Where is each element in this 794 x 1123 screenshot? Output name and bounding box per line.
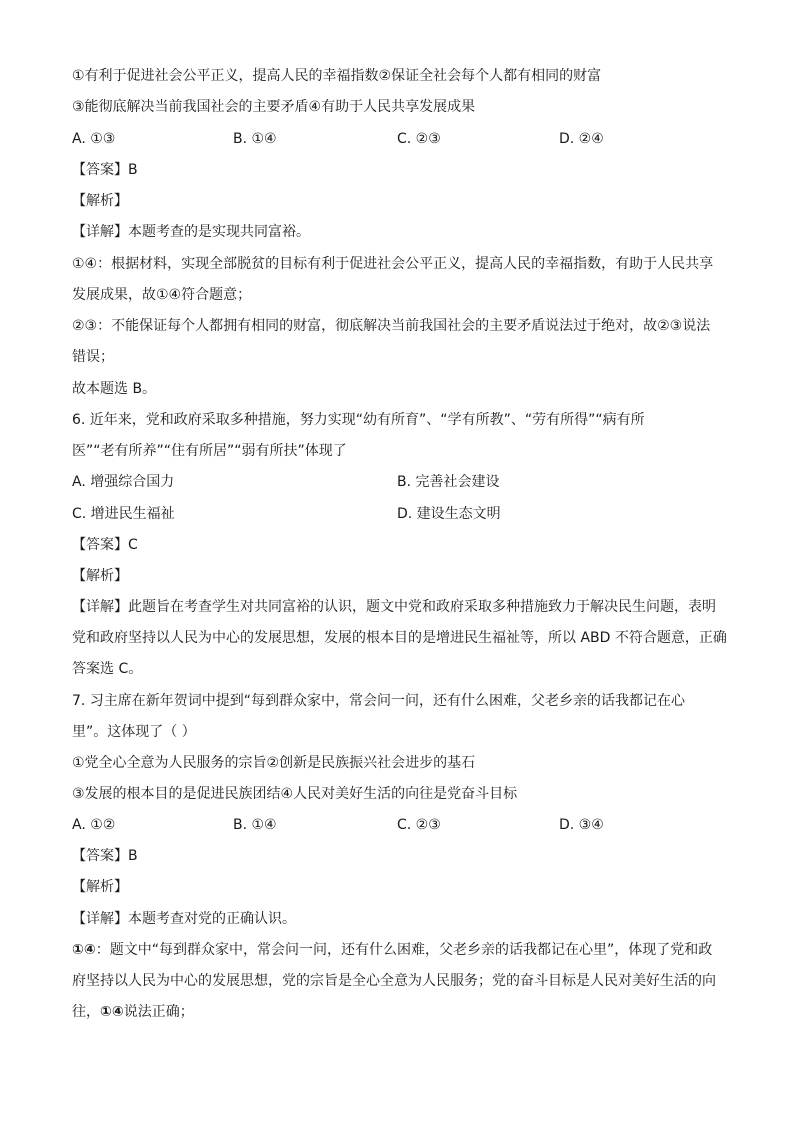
q5-answer: 【答案】B <box>72 162 138 178</box>
q5-conclusion: 故本题选 B。 <box>72 381 157 397</box>
q7-explanation-lead: ①④ <box>72 942 96 958</box>
q5-explanation-2a: ②③：不能保证每个人都拥有相同的财富，彻底解决当前我国社会的主要矛盾说法过于绝对，故②③说法 <box>72 318 711 334</box>
q6-detail-line-1: 【详解】此题旨在考查学生对共同富裕的认识，题文中党和政府采取多种措施致力于解决民生问题，表明 <box>72 599 716 615</box>
q5-statement-line-1: ①有利于促进社会公平正义，提高人民的幸福指数②保证全社会每个人都有相同的财富 <box>72 68 602 84</box>
q7-option-c: C. ②③ <box>397 817 441 833</box>
q6-option-d: D. 建设生态文明 <box>397 506 501 522</box>
q7-options <box>72 815 722 835</box>
q7-option-a: A. ①② <box>72 817 116 833</box>
q6-detail-line-3: 答案选 C。 <box>72 661 143 677</box>
q5-option-c: C. ②③ <box>397 131 441 147</box>
q5-detail: 【详解】本题考查的是实现共同富裕。 <box>72 224 310 240</box>
q6-stem-line-2: 医”“老有所养”“住有所居”“弱有所扶”体现了 <box>72 443 347 459</box>
q5-option-b: B. ①④ <box>233 131 277 147</box>
q5-option-d: D. ②④ <box>559 131 604 147</box>
q7-explanation-line-2: 府坚持以人民为中心的发展思想，党的宗旨是全心全意为人民服务；党的奋斗目标是人民对美好生活的向 <box>72 973 716 989</box>
q5-explanation-1b: 发展成果，故①④符合题意； <box>72 287 252 303</box>
q7-option-d: D. ③④ <box>559 817 604 833</box>
q7-explanation-line-3-lead: ①④ <box>100 1004 124 1020</box>
q7-detail: 【详解】本题考查对党的正确认识。 <box>72 911 296 927</box>
q7-statement-line-1: ①党全心全意为人民服务的宗旨②创新是民族振兴社会进步的基石 <box>72 755 476 771</box>
q5-analysis-label: 【解析】 <box>72 193 128 209</box>
q7-explanation-line-1-text: ：题文中“每到群众家中，常会问一问，还有什么困难，父老乡亲的话我都记在心里”，体现了党和政 <box>95 942 713 958</box>
q7-explanation-line-3 <box>72 1002 194 1022</box>
q7-answer: 【答案】B <box>72 848 138 864</box>
q6-detail-line-2: 党和政府坚持以人民为中心的发展思想，发展的根本目的是增进民生福祉等，所以 ABD 不符合题意，正确 <box>72 630 727 646</box>
q6-stem-line-1: 6. 近年来，党和政府采取多种措施，努力实现“幼有所育”、“学有所教”、“劳有所得”“病有所 <box>72 412 645 428</box>
q5-explanation-2b: 错误； <box>72 349 114 365</box>
q7-explanation-line-3-post: 说法正确； <box>123 1004 194 1020</box>
q7-statement-line-2: ③发展的根本目的是促进民族团结④人民对美好生活的向往是党奋斗目标 <box>72 786 518 802</box>
q7-stem-line-2: 里”。这体现了（ ） <box>72 724 196 740</box>
q7-analysis-label: 【解析】 <box>72 879 128 895</box>
q5-options <box>72 129 722 149</box>
q7-option-b: B. ①④ <box>233 817 277 833</box>
q5-explanation-1a: ①④：根据材料，实现全部脱贫的目标有利于促进社会公平正义，提高人民的幸福指数，有助于人民共享 <box>72 256 714 272</box>
q7-explanation-line-3-pre: 往， <box>72 1004 100 1020</box>
q5-option-a: A. ①③ <box>72 131 116 147</box>
q6-options-row-2 <box>72 504 722 524</box>
q6-answer: 【答案】C <box>72 537 138 553</box>
q7-stem-line-1: 7. 习主席在新年贺词中提到“每到群众家中，常会问一问，还有什么困难，父老乡亲的话我都记在心 <box>72 693 686 709</box>
q5-statement-line-2: ③能彻底解决当前我国社会的主要矛盾④有助于人民共享发展成果 <box>72 99 476 115</box>
q6-options-row-1 <box>72 472 722 492</box>
q6-option-a: A. 增强综合国力 <box>72 474 175 490</box>
q7-explanation-line-1 <box>72 940 712 960</box>
q6-analysis-label: 【解析】 <box>72 568 128 584</box>
q6-option-b: B. 完善社会建设 <box>397 474 500 490</box>
q6-option-c: C. 增进民生福祉 <box>72 506 175 522</box>
